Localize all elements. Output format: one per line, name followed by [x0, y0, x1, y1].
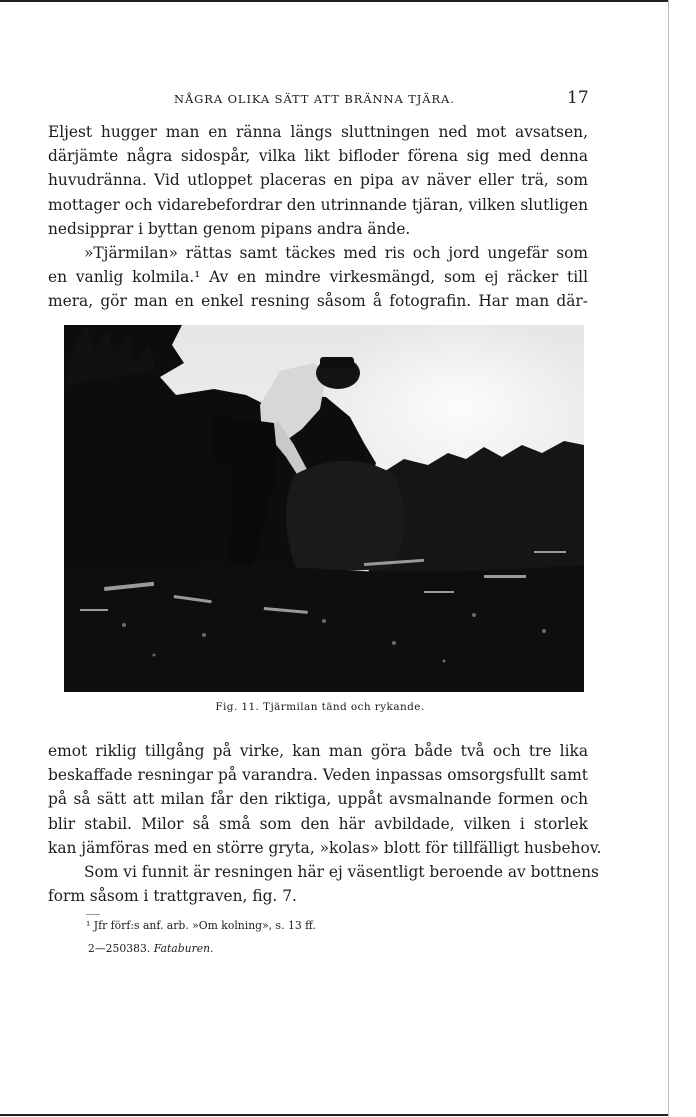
text-line: nedsipprar i byttan genom pipans andra ände.	[48, 219, 411, 238]
paragraph-1	[48, 120, 588, 241]
text-line: »Tjärmilan» rättas samt täckes med ris och jord ungefär som	[84, 243, 588, 262]
running-head	[0, 88, 600, 108]
text-line: på så sätt att milan får den riktiga, uppåt avsmalnande formen och	[48, 790, 588, 809]
text-line: beskaffade resningar på varandra. Veden inpassas omsorgsfullt samt	[48, 766, 588, 785]
text-line: huvudränna. Vid utloppet placeras en pipa av näver eller trä, som	[48, 171, 588, 190]
page-top-edge	[0, 0, 668, 2]
photograph-tar-kiln	[64, 325, 584, 692]
text-block-before-figure	[48, 120, 588, 314]
photograph-figure-11	[64, 325, 584, 692]
page-bottom-edge	[0, 1114, 668, 1116]
text-line: mottager och vidarebefordrar den utrinnande tjäran, vilken slutligen	[48, 195, 588, 214]
printer-signature	[88, 942, 214, 955]
text-line: kan jämföras med en större gryta, »kolas» blott för tillfälligt husbehov.	[48, 838, 602, 857]
footnote-rule	[86, 914, 100, 915]
signature-journal: Fataburen.	[153, 942, 214, 955]
text-line: Som vi funnit är resningen här ej väsentligt beroende av bottnens	[84, 862, 599, 881]
paragraph-3	[48, 739, 602, 860]
text-line: Eljest hugger man en ränna längs sluttningen ned mot avsatsen,	[48, 123, 588, 141]
running-title: NÅGRA OLIKA SÄTT ATT BRÄNNA TJÄRA.	[174, 92, 455, 106]
figure-caption: Fig. 11. Tjärmilan tänd och rykande.	[215, 701, 425, 713]
paragraph-2	[48, 241, 588, 314]
text-line: emot riklig tillgång på virke, kan man göra både två och tre lika	[48, 742, 588, 760]
tar-kiln-mound	[286, 461, 405, 573]
text-block-after-figure	[48, 739, 602, 908]
page-number: 17	[567, 88, 589, 108]
text-line: mera, gör man en enkel resning såsom å fotografin. Har man där-	[48, 292, 588, 311]
text-line: därjämte några sidospår, vilka likt bifloder förena sig med denna	[48, 147, 588, 166]
footnote: ¹ Jfr förf:s anf. arb. »Om kolning», s. 13 ff.	[86, 919, 316, 932]
text-line: blir stabil. Milor så små som den här avbildade, vilken i storlek	[48, 814, 588, 833]
paragraph-4	[48, 860, 599, 908]
signature-code: 2—250383.	[88, 942, 151, 955]
man-hat	[320, 357, 354, 369]
page-right-edge	[668, 0, 669, 1117]
text-line: form såsom i trattgraven, fig. 7.	[48, 887, 297, 906]
text-line: en vanlig kolmila.¹ Av en mindre virkesmängd, som ej räcker till	[48, 268, 588, 287]
